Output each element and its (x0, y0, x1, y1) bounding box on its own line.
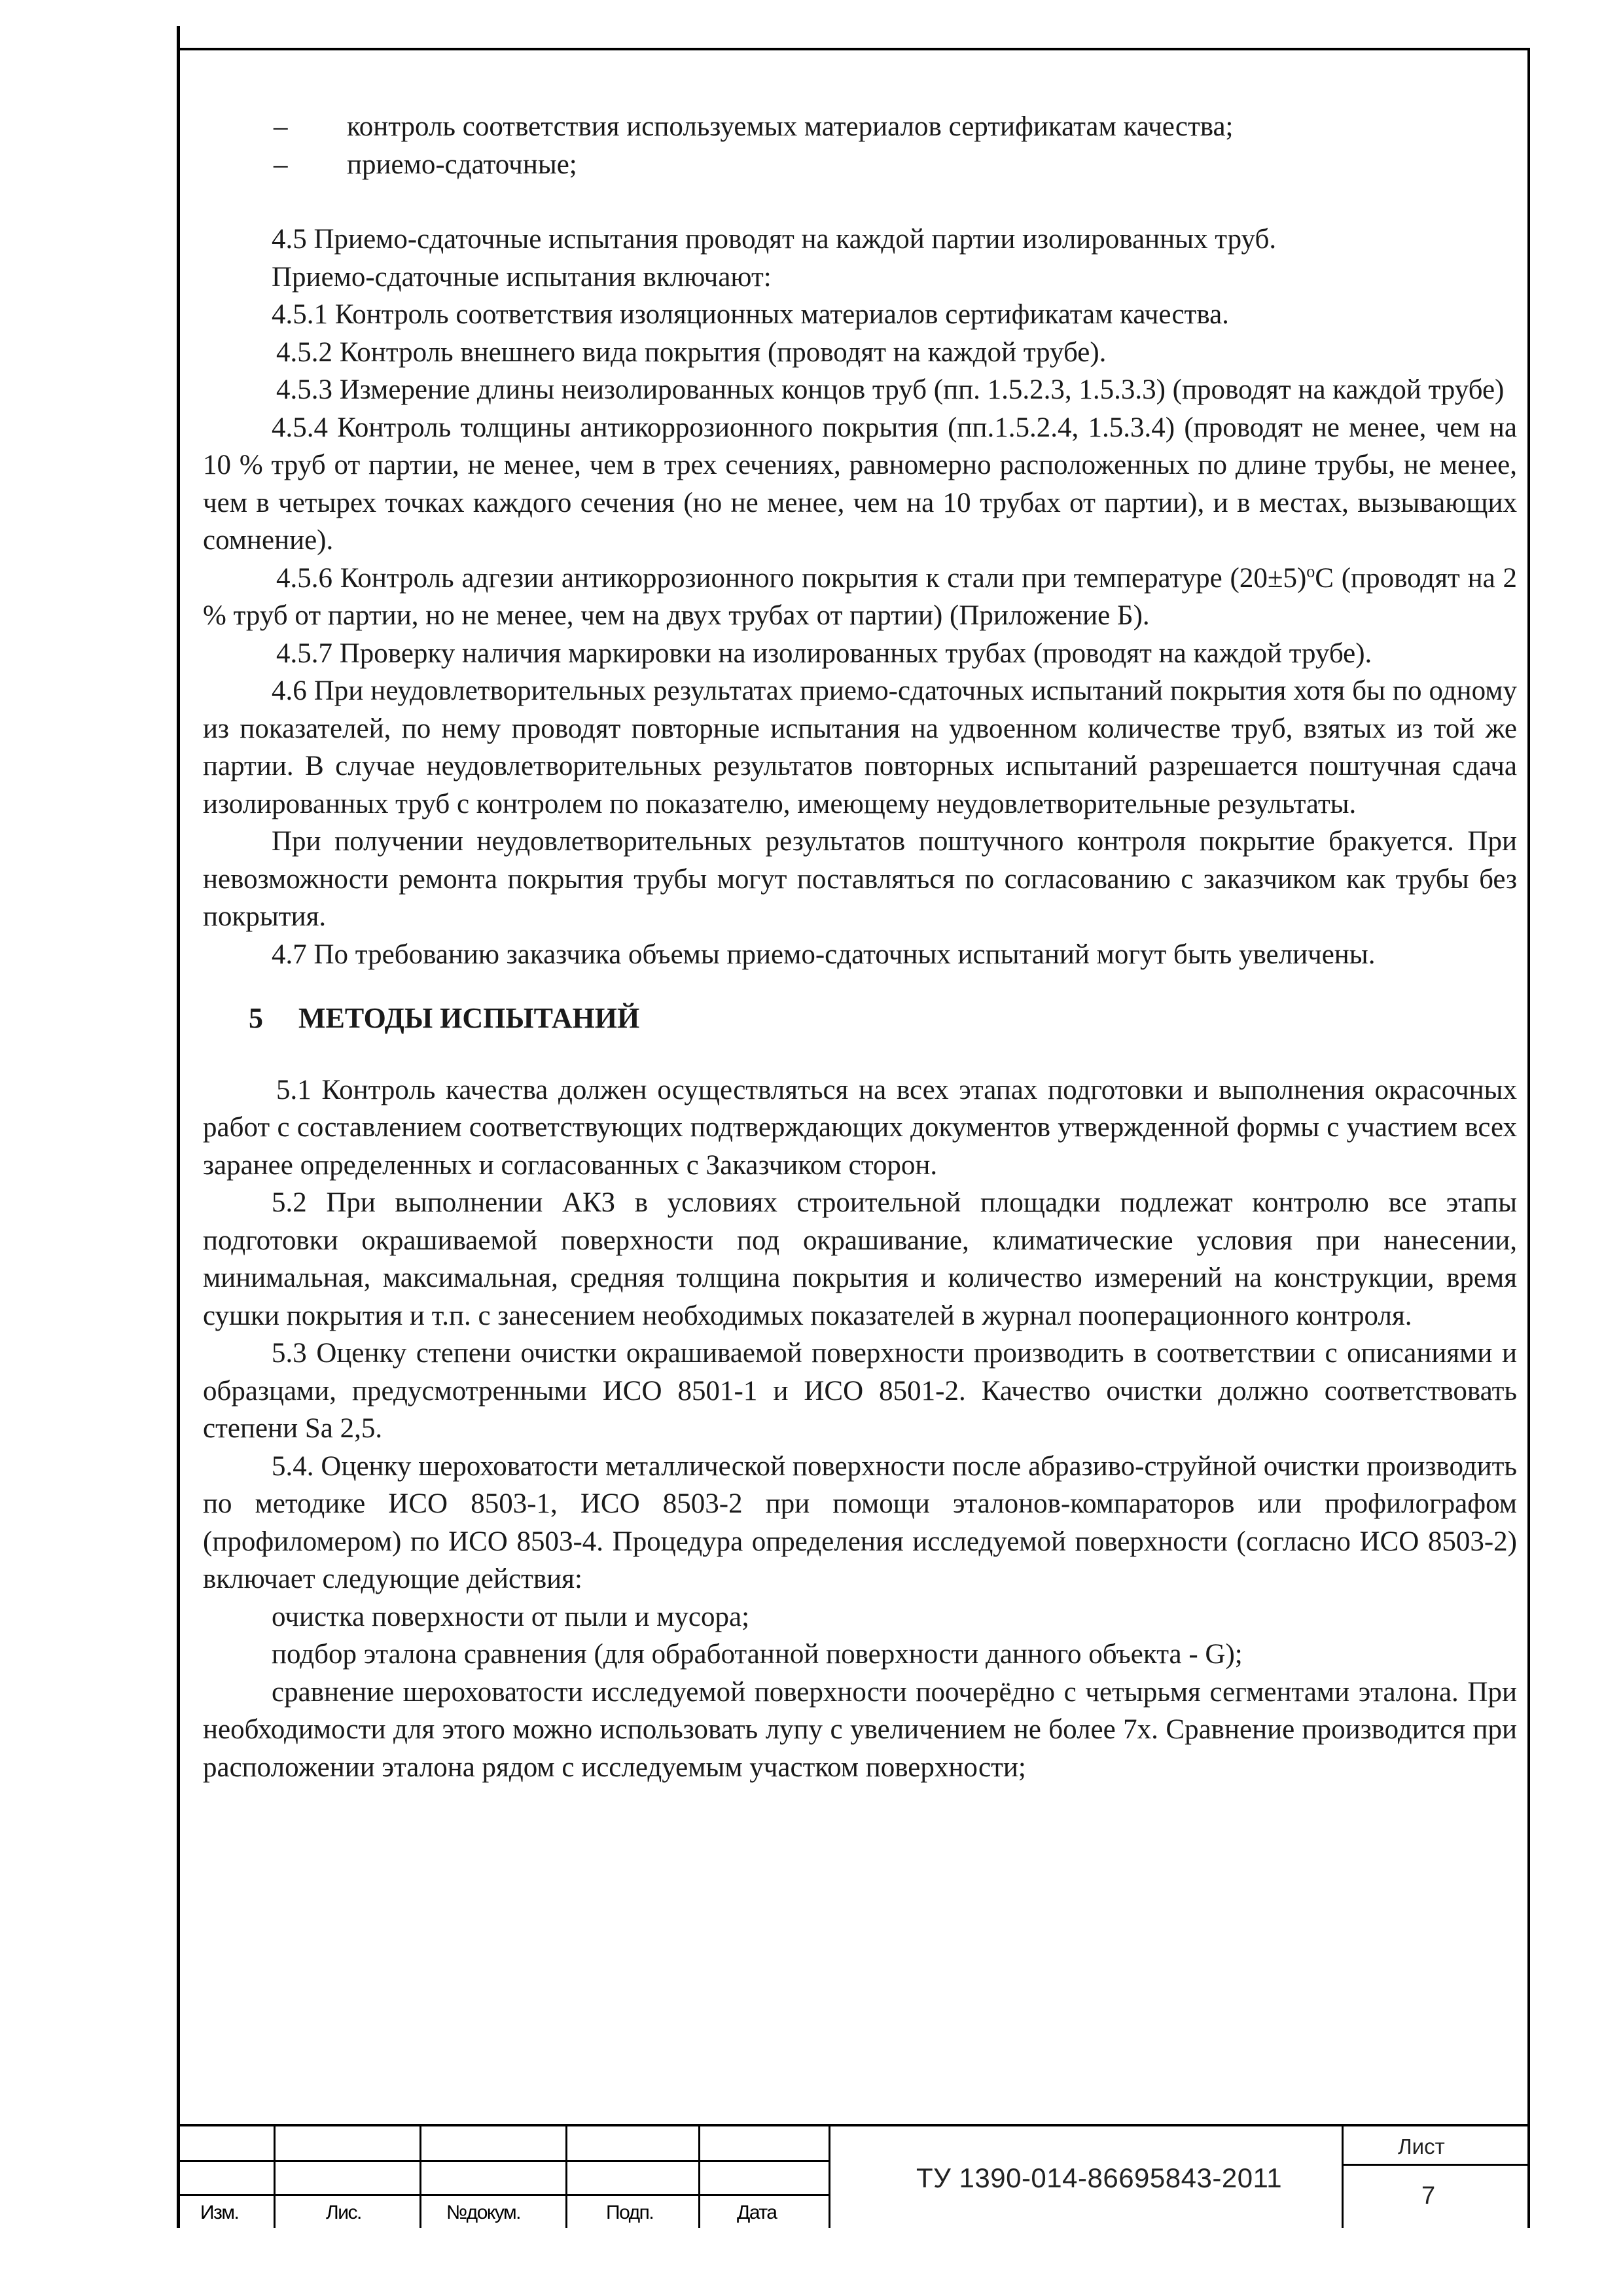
paragraph-5-4-c: сравнение шероховатости исследуемой поверхности поочерёдно с четырьмя сегментами эталона. При необходимости для этого можно использовать лупу с увеличением не более 7х. Сравнение производится при расположении эталона рядом с исследуемым участком поверхности; (203, 1676, 1517, 1783)
paragraph-4-5-1: 4.5.1 Контроль соответствия изоляционных материалов сертификатам качества. (272, 299, 1229, 330)
paragraph-4-5: 4.5 Приемо-сдаточные испытания проводят на каждой партии изолированных труб. (272, 224, 1277, 255)
stamp-line (274, 2126, 276, 2228)
stamp-line (1342, 2164, 1530, 2166)
document-body (203, 108, 1517, 1786)
sheet-label: Лист (1398, 2134, 1445, 2159)
paragraph-4-5-6-start: 4.5.6 Контроль адгезии антикоррозионного покрытия к стали при температуре (20±5) (276, 562, 1307, 594)
stamp-lis-label: Лис. (326, 2202, 361, 2223)
section-title: МЕТОДЫ ИСПЫТАНИЙ (298, 1002, 640, 1034)
stamp-izm-label: Изм. (200, 2202, 239, 2223)
sheet-number: 7 (1421, 2182, 1436, 2210)
paragraph-4-5-6 (203, 560, 1517, 635)
paragraph-4-5-2: 4.5.2 Контроль внешнего вида покрытия (проводят на каждой трубе). (276, 336, 1107, 368)
list-item (203, 146, 1517, 184)
paragraph-5-4-b: подбор эталона сравнения (для обработанной поверхности данного объекта - G); (272, 1639, 1243, 1670)
section-number: 5 (249, 1002, 263, 1034)
paragraph-5-4-a: очистка поверхности от пыли и мусора; (272, 1601, 750, 1632)
paragraph-5-4: 5.4. Оценку шероховатости металлической поверхности после абразиво-струйной очистки производить по методике ИСО 8503-1, ИСО 8503-2 при помощи эталонов-компараторов или профилографом (профиломером) по ИСО 8503-4. Процедура определения исследуемой поверхности (согласно ИСО 8503-2) включает следующие действия: (203, 1450, 1517, 1594)
paragraph-4-5-4: 4.5.4 Контроль толщины антикоррозионного покрытия (пп.1.5.2.4, 1.5.3.4) (проводят не менее, чем на 10 % труб от партии, не менее, чем в трех сечениях, равномерно расположенных по длине трубы, не менее, чем в четырех точках каждого сечения (но не менее, чем на 10 трубах от партии), и в местах, вызывающих сомнение). (203, 412, 1517, 556)
dash-marker: – (274, 111, 288, 142)
spacer (203, 183, 1517, 221)
stamp-line (1342, 2126, 1344, 2228)
stamp-ndok-label: №докум. (446, 2202, 520, 2223)
paragraph-4-6: 4.6 При неудовлетворительных результатах приемо-сдаточных испытаний покрытия хотя бы по одному из показателей, по нему проводят повторные испытания на удвоенном количестве труб, взятых из той же партии. В случае неудовлетворительных результатов повторных испытаний разрешается поштучная сдача изолированных труб с контролем по показателю, имеющему неудовлетворительные результаты. (203, 675, 1517, 819)
paragraph-4-5-7: 4.5.7 Проверку наличия маркировки на изолированных трубах (проводят на каждой трубе). (276, 637, 1372, 669)
section-heading (203, 999, 1517, 1037)
paragraph-4-5-3: 4.5.3 Измерение длины неизолированных концов труб (пп. 1.5.2.3, 1.5.3.3) (проводят на каждой трубе) (276, 374, 1505, 405)
dash-marker: – (274, 149, 288, 180)
paragraph-5-3: 5.3 Оценку степени очистки окрашиваемой поверхности производить в соответствии с описаниями и образцами, предусмотренными ИСО 8501-1 и ИСО 8501-2. Качество очистки должно соответствовать степени Sa 2,5. (203, 1338, 1517, 1444)
stamp-line (177, 2126, 179, 2228)
list-item (203, 108, 1517, 146)
stamp-line (177, 2160, 829, 2162)
paragraph-5-2: 5.2 При выполнении АКЗ в условиях строительной площадки подлежат контролю все этапы подготовки окрашиваемой поверхности под окрашивание, климатические условия при нанесении, минимальная, максимальная, средняя толщина покрытия и количество измерений на конструкции, время сушки покрытия и т.п. с занесением необходимых показателей в журнал пооперационного контроля. (203, 1187, 1517, 1331)
stamp-data-label: Дата (737, 2202, 777, 2223)
title-block (177, 2124, 1530, 2228)
paragraph-4-7: 4.7 По требованию заказчика объемы приемо-сдаточных испытаний могут быть увеличены. (272, 939, 1376, 970)
paragraph-4-5-6-end: С (проводят на 2 % труб от партии, но не менее, чем на двух трубах от партии) (Приложение Б). (203, 562, 1517, 631)
stamp-podp-label: Подп. (606, 2202, 654, 2223)
list-item-text: контроль соответствия используемых материалов сертификатам качества; (347, 111, 1234, 142)
paragraph-4-6-b: При получении неудовлетворительных результатов поштучного контроля покрытие бракуется. При невозможности ремонта покрытия трубы могут поставляться по согласованию с заказчиком как трубы без покрытия. (203, 826, 1517, 932)
list-item-text: приемо-сдаточные; (347, 149, 577, 180)
stamp-line (698, 2126, 700, 2228)
paragraph-5-1: 5.1 Контроль качества должен осуществляться на всех этапах подготовки и выполнения окрасочных работ с составлением соответствующих подтверждающих документов утвержденной формы с участием всех заранее определенных и согласованных с Заказчиком сторон. (203, 1074, 1517, 1181)
stamp-line (829, 2126, 830, 2228)
paragraph-4-5-intro: Приемо-сдаточные испытания включают: (272, 261, 772, 293)
stamp-line (177, 2194, 829, 2196)
stamp-line (565, 2126, 567, 2228)
degree-mark: о (1306, 562, 1315, 581)
document-code: ТУ 1390-014-86695843-2011 (916, 2162, 1283, 2193)
stamp-line (419, 2126, 421, 2228)
